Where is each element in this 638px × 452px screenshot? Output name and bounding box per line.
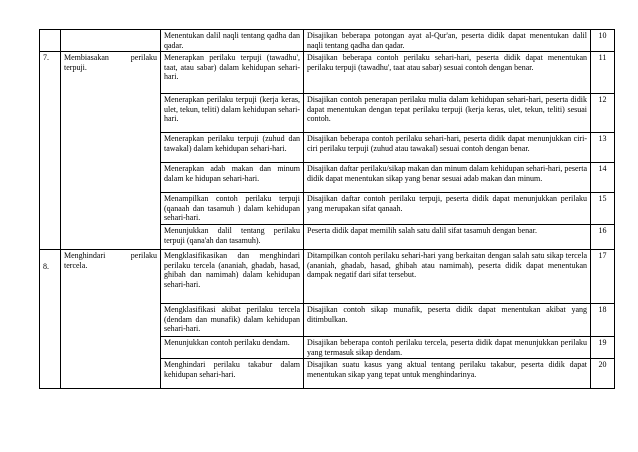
competency-word: Menghindari [64, 251, 106, 261]
competency-cell [61, 52, 161, 250]
question-number: 15 [591, 193, 615, 225]
question-number: 19 [591, 337, 615, 359]
competency-line: terpuji. [64, 62, 87, 72]
question-number: 10 [591, 30, 615, 52]
competency-line [64, 53, 157, 63]
question-number: 18 [591, 304, 615, 337]
indicator-cell: Menunjukkan dalil tentang perilaku terpuji (qana'ah dan tasamuh). [161, 225, 304, 250]
indicator-cell: Menerapkan perilaku terpuji (kerja keras, ulet, tekun, teliti) dalam kehidupan sehari-hari. [161, 94, 304, 133]
kisi-kisi-table [39, 29, 615, 389]
table-row [40, 250, 615, 304]
question-indicator-cell: Disajikan beberapa contoh perilaku sehari-hari, peserta didik dapat menunjukkan ciri-ciri perilaku terpuji (zuhud atau tawakal) sesuai contoh dengan benar. [304, 133, 591, 163]
competency-word: Membiasakan [64, 53, 109, 63]
indicator-cell: Menentukan dalil naqli tentang qadha dan qadar. [161, 30, 304, 52]
question-indicator-cell: Disajikan beberapa contoh perilaku tercela, peserta didik dapat menunjukkan perilaku yang termasuk sikap dendam. [304, 337, 591, 359]
competency-word: perilaku [130, 251, 157, 261]
question-indicator-cell: Ditampilkan contoh perilaku sehari-hari yang berkaitan dengan salah satu sikap tercela (ananiah, ghadab, hasad, ghibah atau namimah), peserta didik dapat menentukan dampak negatif dari sifat tersebut. [304, 250, 591, 304]
row-number: 8. [40, 250, 61, 389]
row-number [40, 30, 61, 52]
question-number: 16 [591, 225, 615, 250]
competency-word: perilaku [130, 53, 157, 63]
question-number: 20 [591, 359, 615, 389]
indicator-cell: Menerapkan perilaku terpuji (tawadhu', taat, atau sabar) dalam kehidupan sehari- hari. [161, 52, 304, 94]
competency-line: tercela. [64, 260, 88, 270]
question-indicator-cell: Disajikan suatu kasus yang aktual tentang perilaku takabur, peserta didik dapat menentukan sikap yang tepat untuk menghindarinya. [304, 359, 591, 389]
indicator-cell: Menunjukkan contoh perilaku dendam. [161, 337, 304, 359]
indicator-cell: Mengklasifikasi akibat perilaku tercela (dendam dan munafik) dalam kehidupan sehari-hari. [161, 304, 304, 337]
competency-cell [61, 30, 161, 52]
question-number: 13 [591, 133, 615, 163]
indicator-cell: Menerapkan perilaku terpuji (zuhud dan tawakal) dalam kehidupan sehari-hari. [161, 133, 304, 163]
indicator-cell: Menerapkan adab makan dan minum dalam ke hidupan sehari-hari. [161, 163, 304, 193]
indicator-cell: Menghindari perilaku takabur dalam kehidupan sehari-hari. [161, 359, 304, 389]
question-number: 12 [591, 94, 615, 133]
table-row [40, 30, 615, 52]
question-indicator-cell: Disajikan daftar perilaku/sikap makan dan minum dalam kehidupan sehari-hari, peserta didik dapat menentukan sikap yang benar sesuai adab makan dan minum. [304, 163, 591, 193]
question-number: 11 [591, 52, 615, 94]
competency-cell [61, 250, 161, 389]
question-indicator-cell: Disajikan contoh penerapan perilaku mulia dalam kehidupan sehari-hari, peserta didik dapat menentukan dengan tepat perilaku terpuji (kerja keras, ulet, tekun, teliti) sesuai contoh. [304, 94, 591, 133]
question-indicator-cell: Disajikan beberapa potongan ayat al-Qur'an, peserta didik dapat menentukan dalil naqli tentang qadha dan qadar. [304, 30, 591, 52]
question-indicator-cell: Disajikan daftar contoh perilaku terpuji, peserta didik dapat menunjukkan perilaku yang merupakan sifat qanaah. [304, 193, 591, 225]
question-indicator-cell: Disajikan beberapa contoh perilaku sehari-hari, peserta didik dapat menentukan perilaku terpuji (tawadhu', taat atau sabar) sesuai contoh dengan benar. [304, 52, 591, 94]
question-indicator-cell: Disajikan contoh sikap munafik, peserta didik dapat menentukan akibat yang ditimbulkan. [304, 304, 591, 337]
table-row [40, 52, 615, 94]
question-number: 17 [591, 250, 615, 304]
question-indicator-cell: Peserta didik dapat memilih salah satu dalil sifat tasamuh dengan benar. [304, 225, 591, 250]
indicator-cell: Menampilkan contoh perilaku terpuji (qanaah dan tasamuh ) dalam kehidupan sehari-hari. [161, 193, 304, 225]
competency-line [64, 251, 157, 261]
indicator-cell: Mengklasifikasikan dan menghindari perilaku tercela (ananiah, ghadab, hasad, ghibah dan namimah) dalam kehidupan sehari-hari. [161, 250, 304, 304]
row-number: 7. [40, 52, 61, 250]
question-number: 14 [591, 163, 615, 193]
